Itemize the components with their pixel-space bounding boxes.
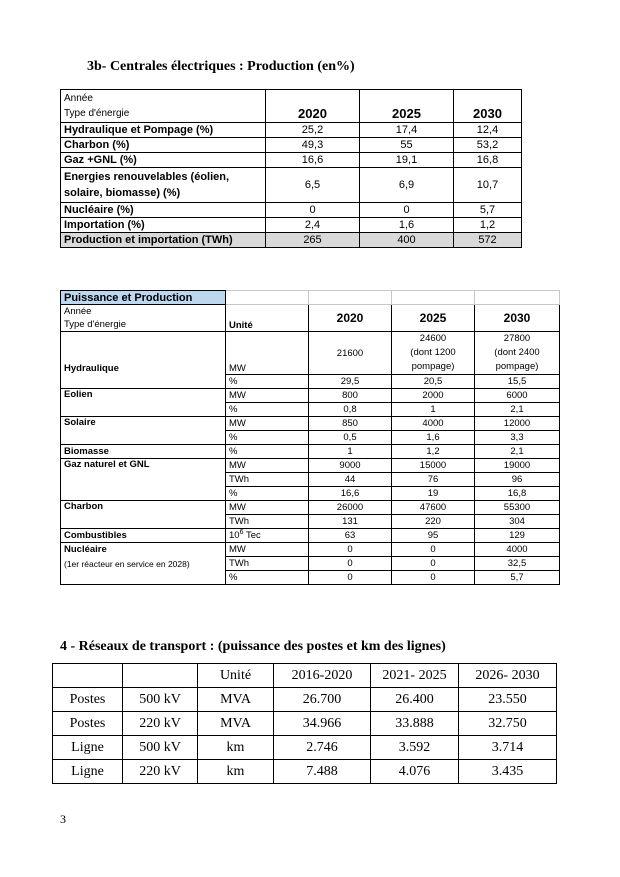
- row-label: Eolien: [61, 389, 226, 417]
- cell: 9000: [309, 459, 392, 473]
- row-label: Gaz +GNL (%): [61, 153, 266, 168]
- year-2020: 2020: [309, 305, 392, 332]
- cell: 1: [309, 445, 392, 459]
- cell: Postes: [53, 712, 123, 736]
- cell: 96: [475, 473, 560, 487]
- cell: 95: [392, 529, 475, 543]
- unit-cell: %: [226, 487, 309, 501]
- cell: 26000: [309, 501, 392, 515]
- cell: 0: [266, 203, 360, 218]
- row-label: Importation (%): [61, 218, 266, 233]
- table-row: [53, 688, 557, 712]
- cell: 3.592: [371, 736, 459, 760]
- cell: 17,4: [360, 123, 454, 138]
- cell: 44: [309, 473, 392, 487]
- cell-line: pompage): [411, 361, 455, 372]
- header-type: Type d'énergie: [64, 319, 127, 330]
- cell-line: (dont 2400: [494, 347, 540, 358]
- header-cell: [123, 664, 198, 688]
- cell: 12,4: [454, 123, 522, 138]
- cell: 220: [392, 515, 475, 529]
- cell: 26.700: [274, 688, 371, 712]
- cell: 26.400: [371, 688, 459, 712]
- cell: 6,9: [360, 168, 454, 203]
- cell: 0,8: [309, 403, 392, 417]
- cell: [392, 291, 475, 305]
- unit-cell: %: [226, 431, 309, 445]
- table-row: [61, 529, 560, 543]
- year-2030: 2030: [454, 90, 522, 123]
- section-3b-title: 3b- Centrales électriques : Production (en%): [87, 59, 355, 74]
- header-cell: 2016-2020: [274, 664, 371, 688]
- table-header-row: [61, 305, 560, 332]
- cell: km: [198, 736, 274, 760]
- header-cell: 2026- 2030: [459, 664, 557, 688]
- cell: 6,5: [266, 168, 360, 203]
- cell: 15000: [392, 459, 475, 473]
- year-2020: 2020: [266, 90, 360, 123]
- unit-exponent: 6: [239, 529, 244, 537]
- unit-cell: MW: [226, 501, 309, 515]
- table-row: [53, 736, 557, 760]
- cell: km: [198, 760, 274, 784]
- unit-cell: MW: [226, 389, 309, 403]
- cell-line: 24600: [419, 333, 447, 344]
- row-label: Hydraulique et Pompage (%): [61, 123, 266, 138]
- row-label: Production et importation (TWh): [61, 233, 266, 248]
- cell: 2,4: [266, 218, 360, 233]
- header-type: Type d'énergie: [64, 108, 130, 119]
- table-header-row: [61, 90, 522, 123]
- cell: [475, 332, 560, 375]
- cell: Postes: [53, 688, 123, 712]
- cell: 4.076: [371, 760, 459, 784]
- table-row: [61, 218, 522, 233]
- table-header-row: [53, 664, 557, 688]
- unit-cell: TWh: [226, 473, 309, 487]
- cell: [475, 291, 560, 305]
- unit-cell: TWh: [226, 557, 309, 571]
- cell: 0: [309, 543, 392, 557]
- row-label: Nucléaire (%): [61, 203, 266, 218]
- cell: 0: [309, 571, 392, 585]
- cell: 220 kV: [123, 760, 198, 784]
- row-label: Combustibles: [61, 529, 226, 543]
- cell: 0: [392, 571, 475, 585]
- cell: 19,1: [360, 153, 454, 168]
- cell: 1,2: [454, 218, 522, 233]
- cell: 0,5: [309, 431, 392, 445]
- table-row: [61, 203, 522, 218]
- table-row: [61, 389, 560, 403]
- cell: 19: [392, 487, 475, 501]
- cell: 49,3: [266, 138, 360, 153]
- cell: MVA: [198, 712, 274, 736]
- cell: 3,3: [475, 431, 560, 445]
- unit-cell: MW: [226, 417, 309, 431]
- table-row: [61, 123, 522, 138]
- header-cell: Unité: [198, 664, 274, 688]
- cell: 16,6: [266, 153, 360, 168]
- cell: 12000: [475, 417, 560, 431]
- puissance-production-table: [60, 290, 560, 585]
- table-row: [61, 445, 560, 459]
- table-row: [61, 153, 522, 168]
- cell: 21600: [309, 332, 392, 375]
- unit-rest: Tec: [243, 530, 261, 542]
- cell: 1,2: [392, 445, 475, 459]
- cell: 2,1: [475, 403, 560, 417]
- cell: 25,2: [266, 123, 360, 138]
- cell: 2000: [392, 389, 475, 403]
- cell: 0: [360, 203, 454, 218]
- cell: MVA: [198, 688, 274, 712]
- table-title-row: [61, 291, 560, 305]
- table-row: [61, 459, 560, 473]
- unit-cell: MW: [226, 543, 309, 557]
- section-4-title: 4 - Réseaux de transport : (puissance des postes et km des lignes): [60, 639, 446, 654]
- cell: 304: [475, 515, 560, 529]
- row-label-cell: [61, 543, 226, 585]
- header-unite: Unité: [226, 305, 309, 332]
- cell: 1: [392, 403, 475, 417]
- row-label: Energies renouvelables (éolien, solaire, biomasse) (%): [61, 168, 266, 203]
- row-label: Nucléaire: [64, 544, 107, 555]
- cell: 7.488: [274, 760, 371, 784]
- cell: 400: [360, 233, 454, 248]
- row-label: Biomasse: [61, 445, 226, 459]
- cell: 29,5: [309, 375, 392, 389]
- cell: 34.966: [274, 712, 371, 736]
- cell: 33.888: [371, 712, 459, 736]
- row-label: Hydraulique: [61, 332, 226, 389]
- cell-line: (dont 1200: [410, 347, 456, 358]
- cell: [392, 332, 475, 375]
- cell: 131: [309, 515, 392, 529]
- cell: 6000: [475, 389, 560, 403]
- cell: 850: [309, 417, 392, 431]
- header-cell: 2021- 2025: [371, 664, 459, 688]
- cell: 47600: [392, 501, 475, 515]
- cell: 32.750: [459, 712, 557, 736]
- cell: 572: [454, 233, 522, 248]
- header-cell: [61, 305, 226, 332]
- table-row: [61, 138, 522, 153]
- header-cell: [61, 90, 266, 123]
- cell: 53,2: [454, 138, 522, 153]
- cell: 5,7: [454, 203, 522, 218]
- cell: 2,1: [475, 445, 560, 459]
- row-label: Charbon: [61, 501, 226, 529]
- cell: 500 kV: [123, 736, 198, 760]
- cell: 220 kV: [123, 712, 198, 736]
- cell: 5,7: [475, 571, 560, 585]
- cell-line: pompage): [495, 361, 539, 372]
- cell: 4000: [475, 543, 560, 557]
- unit-cell: MW: [226, 332, 309, 375]
- cell: 4000: [392, 417, 475, 431]
- cell: Ligne: [53, 760, 123, 784]
- year-2025: 2025: [392, 305, 475, 332]
- row-label: Charbon (%): [61, 138, 266, 153]
- row-label: Solaire: [61, 417, 226, 445]
- cell: 76: [392, 473, 475, 487]
- cell: 1,6: [392, 431, 475, 445]
- cell: 55300: [475, 501, 560, 515]
- unit-cell: %: [226, 375, 309, 389]
- year-2030: 2030: [475, 305, 560, 332]
- unit-base: 10: [229, 530, 240, 542]
- table-row: [53, 712, 557, 736]
- production-table: [60, 89, 522, 248]
- table-row: [61, 417, 560, 431]
- header-annee: Année: [64, 306, 92, 317]
- cell-line: 27800: [503, 333, 531, 344]
- table-row: [61, 332, 560, 375]
- unit-cell: [226, 529, 309, 543]
- cell: Ligne: [53, 736, 123, 760]
- cell: 19000: [475, 459, 560, 473]
- cell: 16,6: [309, 487, 392, 501]
- cell: 10,7: [454, 168, 522, 203]
- table-title: Puissance et Production: [61, 291, 226, 305]
- page-number: 3: [60, 812, 66, 826]
- unit-cell: TWh: [226, 515, 309, 529]
- unit-cell: %: [226, 445, 309, 459]
- cell: 265: [266, 233, 360, 248]
- cell: 1,6: [360, 218, 454, 233]
- row-note: (1er réacteur en service en 2028): [64, 559, 190, 569]
- cell: 16,8: [475, 487, 560, 501]
- header-cell: [53, 664, 123, 688]
- unit-cell: MW: [226, 459, 309, 473]
- cell: 63: [309, 529, 392, 543]
- cell: 20,5: [392, 375, 475, 389]
- cell: 3.435: [459, 760, 557, 784]
- table-row: [61, 501, 560, 515]
- row-label: Gaz naturel et GNL: [61, 459, 226, 501]
- cell: 129: [475, 529, 560, 543]
- table-row-total: [61, 233, 522, 248]
- table-row: [53, 760, 557, 784]
- cell: 500 kV: [123, 688, 198, 712]
- cell: 3.714: [459, 736, 557, 760]
- cell: 800: [309, 389, 392, 403]
- table-row: [61, 168, 522, 203]
- unit-cell: %: [226, 403, 309, 417]
- table-row: [61, 543, 560, 557]
- cell: 15,5: [475, 375, 560, 389]
- cell: 55: [360, 138, 454, 153]
- unit-cell: %: [226, 571, 309, 585]
- cell: [226, 291, 309, 305]
- cell: 2.746: [274, 736, 371, 760]
- cell: 0: [309, 557, 392, 571]
- cell: 16,8: [454, 153, 522, 168]
- cell: 0: [392, 543, 475, 557]
- cell: 23.550: [459, 688, 557, 712]
- cell: 0: [392, 557, 475, 571]
- year-2025: 2025: [360, 90, 454, 123]
- cell: 32,5: [475, 557, 560, 571]
- cell: [309, 291, 392, 305]
- header-annee: Année: [64, 93, 93, 104]
- reseaux-transport-table: [52, 663, 557, 784]
